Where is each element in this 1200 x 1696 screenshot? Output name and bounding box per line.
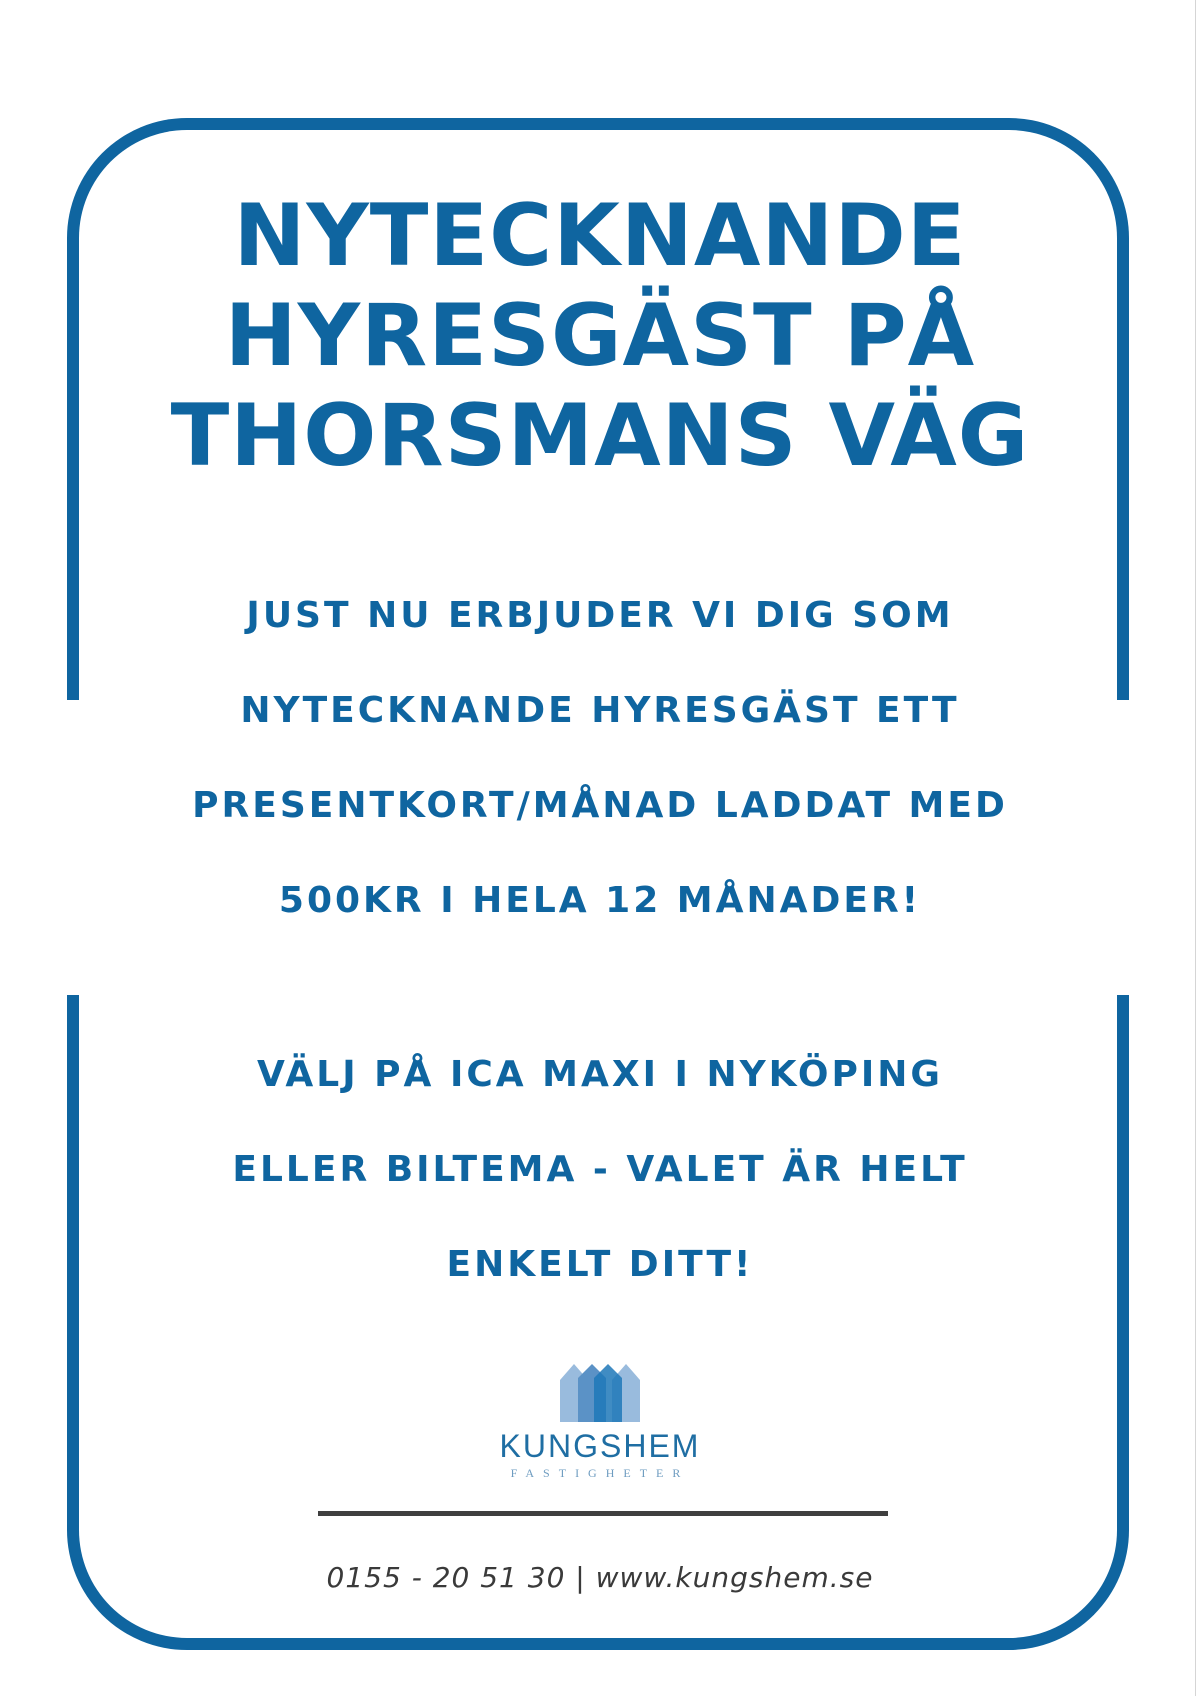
logo-wordmark: KUNGSHEM xyxy=(499,1428,701,1464)
offer-line-1: JUST NU ERBJUDER VI DIG SOM xyxy=(246,595,954,636)
logo-subtitle: FASTIGHETER xyxy=(510,1466,690,1480)
offer-line-4: 500KR I HELA 12 MÅNADER! xyxy=(278,880,922,921)
choice-line-3: ENKELT DITT! xyxy=(446,1244,754,1285)
footer-divider xyxy=(318,1511,888,1516)
offer-text xyxy=(0,568,1200,948)
contact-line: 0155 - 20 51 30 | www.kungshem.se xyxy=(326,1561,874,1594)
offer-line-3: PRESENTKORT/MÅNAD LADDAT MED xyxy=(192,785,1008,826)
headline xyxy=(0,186,1200,486)
headline-line-2: HYRESGÄST PÅ xyxy=(224,286,976,386)
headline-line-3: THORSMANS VÄG xyxy=(170,386,1030,486)
houses-logo-icon xyxy=(560,1364,640,1424)
offer-line-2: NYTECKNANDE HYRESGÄST ETT xyxy=(240,690,960,731)
headline-line-1: NYTECKNANDE xyxy=(233,186,967,286)
choice-line-2: ELLER BILTEMA - VALET ÄR HELT xyxy=(232,1149,968,1190)
kungshem-logo xyxy=(480,1364,720,1484)
choice-text xyxy=(0,1027,1200,1312)
choice-line-1: VÄLJ PÅ ICA MAXI I NYKÖPING xyxy=(257,1054,943,1095)
